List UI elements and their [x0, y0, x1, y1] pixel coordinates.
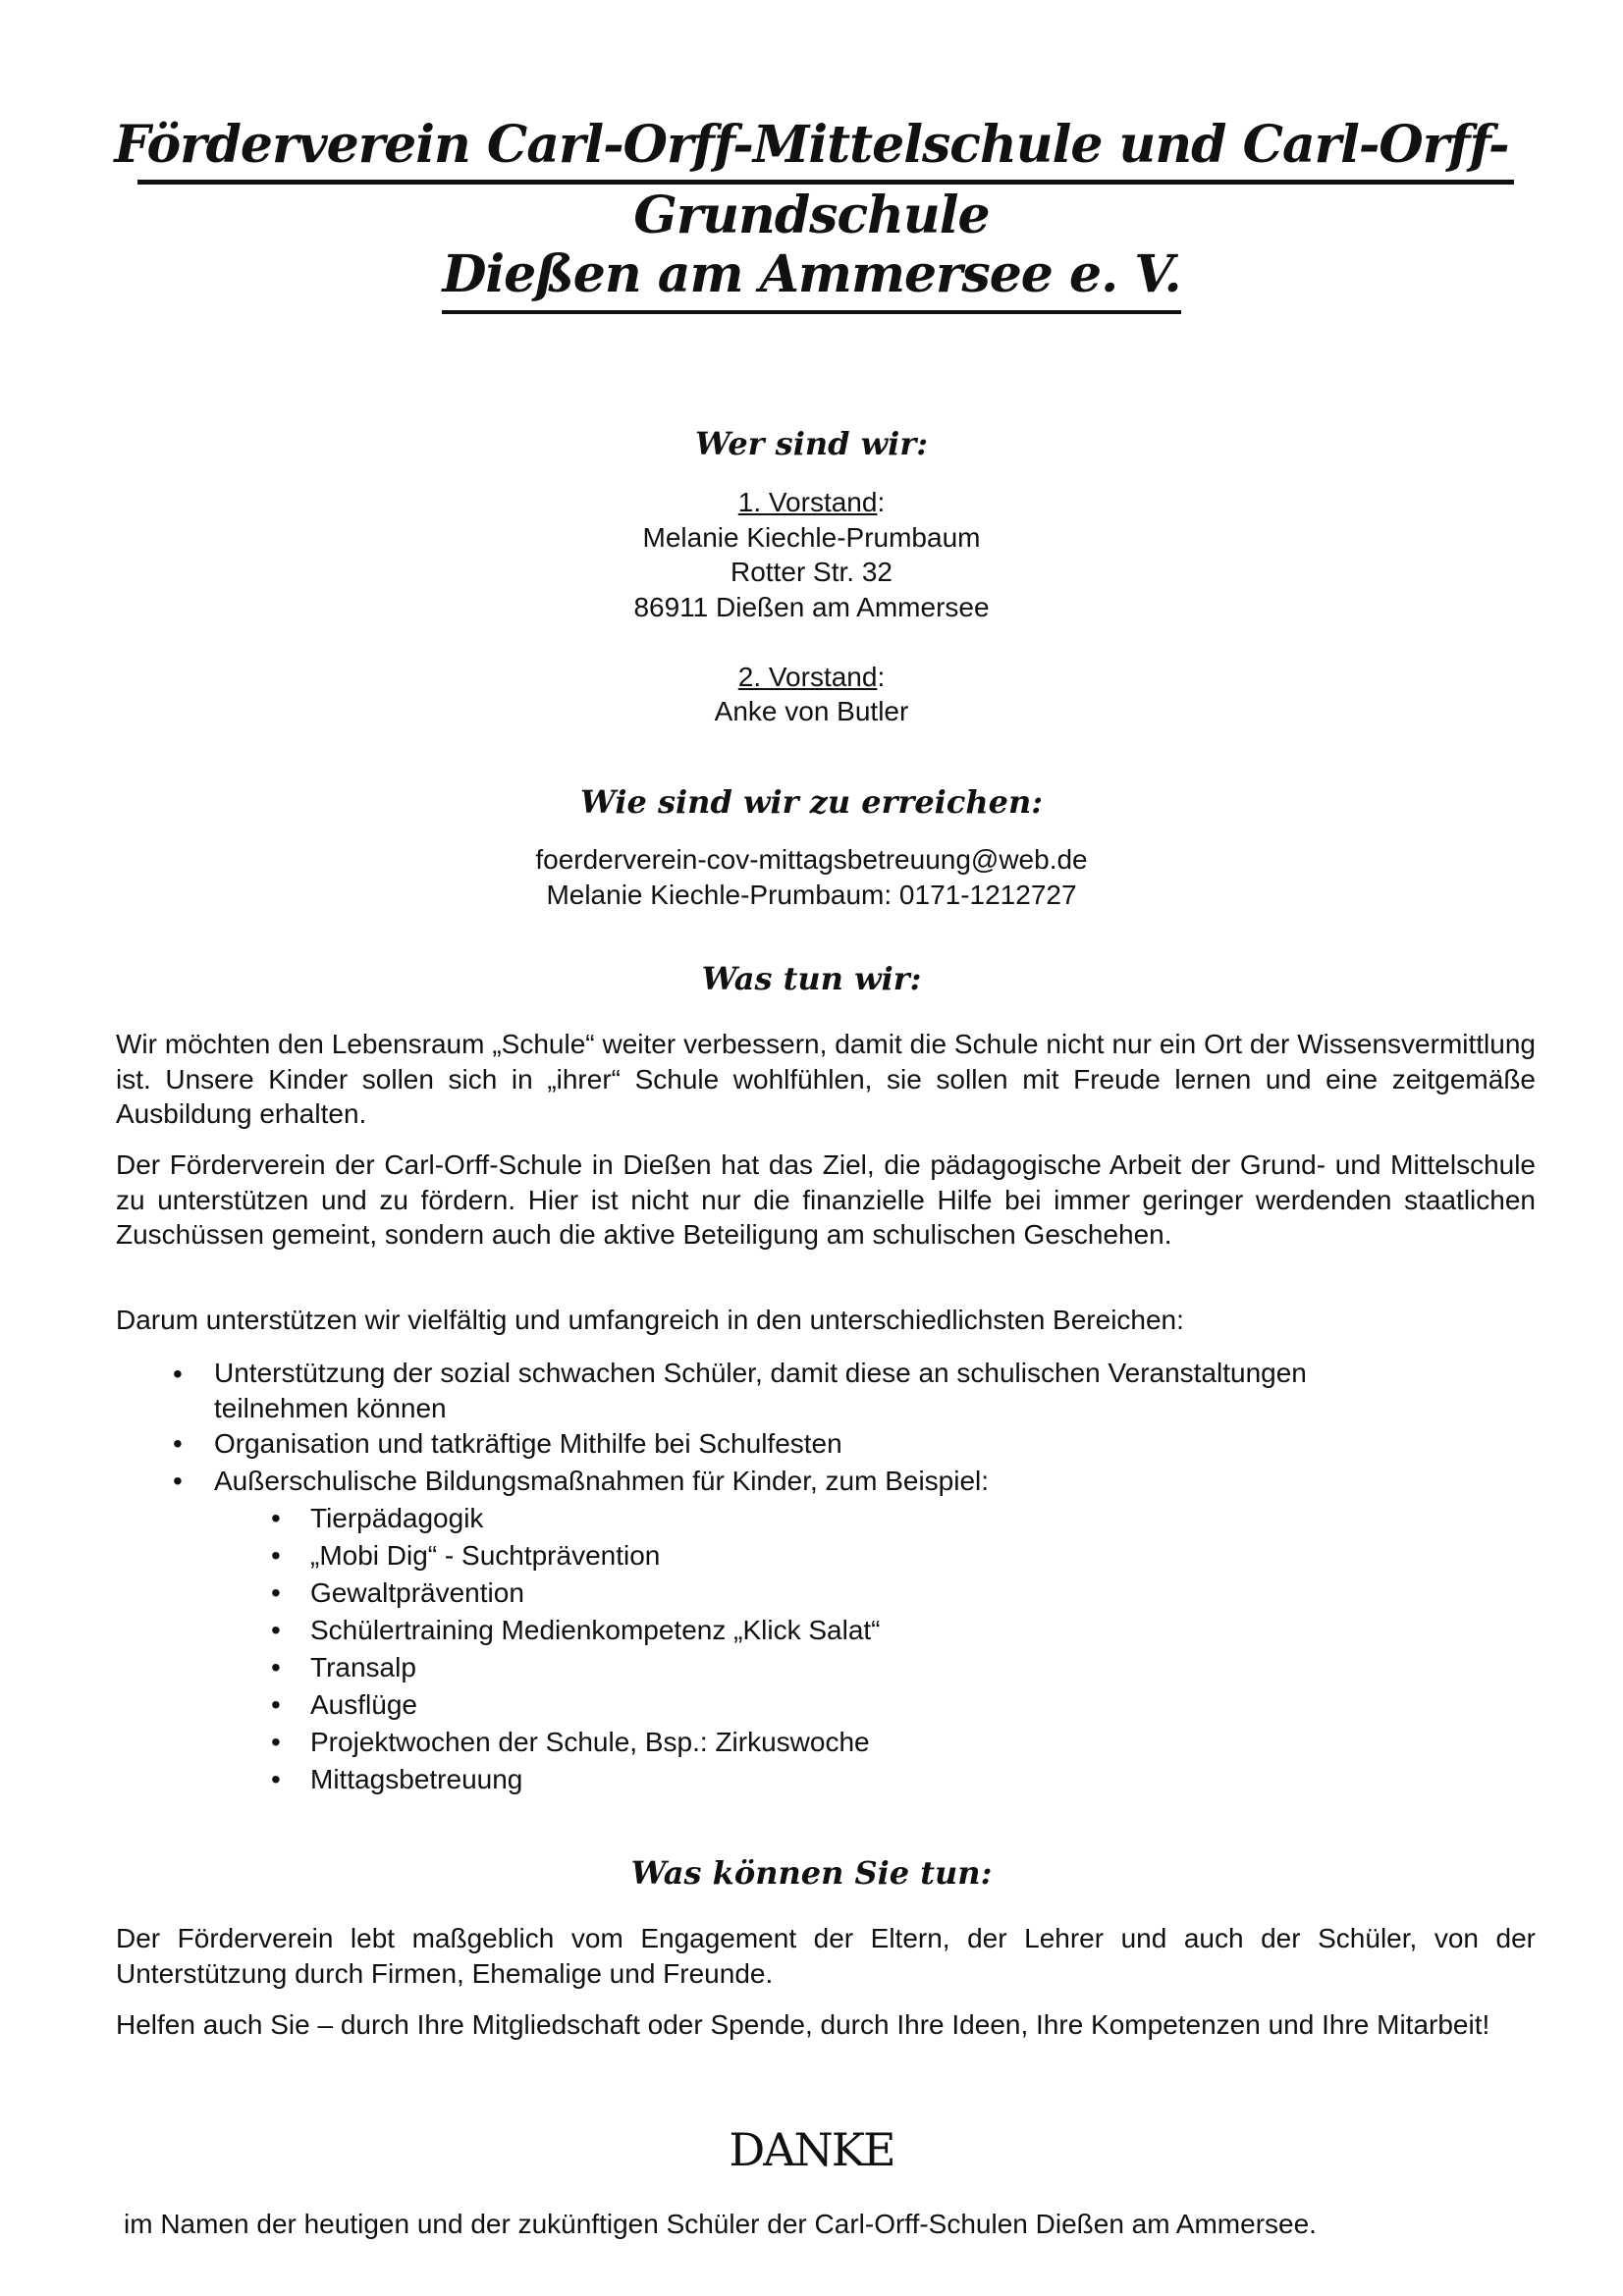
sublist-item: • Schülertraining Medienkompetenz „Klick Salat“ [0, 1612, 1623, 1649]
closing-line: im Namen der heutigen und der zukünftigen Schüler der Carl-Orff-Schulen Dießen am Ammersee. [124, 2209, 1317, 2239]
heading-you: Was können Sie tun: [630, 1854, 993, 1892]
contact-info [0, 842, 1623, 912]
chair2-colon: : [877, 661, 886, 692]
chair2-name: Anke von Butler [714, 696, 909, 726]
paragraph-call-to-action: Helfen auch Sie – durch Ihre Mitgliedschaft oder Spende, durch Ihre Ideen, Ihre Kompetenzen und Ihre Mitarbeit! [116, 2009, 1490, 2040]
bullet: • [173, 1428, 183, 1459]
chair1-heading [0, 485, 1623, 520]
paragraph-engagement: Der Förderverein lebt maßgeblich vom Engagement der Eltern, der Lehrer und auch der Schüler, von der Unterstützung durch Firmen, Ehemalige und Freunde. [116, 1923, 1536, 1989]
chair1-street: Rotter Str. 32 [730, 557, 893, 587]
subtitle-text: Dießen am Ammersee e. V. [442, 244, 1180, 314]
title-underline [137, 180, 1514, 185]
contact-phone: Melanie Kiechle-Prumbaum: 0171-1212727 [546, 879, 1077, 910]
sublist-item: • Tierpädagogik [0, 1500, 1623, 1537]
heading-what: Was tun wir: [701, 960, 922, 997]
sublist-item: • Mittagsbetreuung [0, 1761, 1623, 1798]
bullet: • [271, 1689, 281, 1720]
bullet: • [271, 1540, 281, 1571]
heading-who: Wer sind wir: [694, 425, 928, 462]
support-list [0, 1356, 1623, 1798]
bullet: • [271, 1764, 281, 1794]
contact-email[interactable]: foerderverein-cov-mittagsbetreuung@web.de [535, 844, 1088, 875]
sublist-item: • Gewaltprävention [0, 1575, 1623, 1612]
bullet: • [271, 1615, 281, 1645]
chair1-city: 86911 Dießen am Ammersee [633, 591, 990, 622]
sublist-item: • Projektwochen der Schule, Bsp.: Zirkuswoche [0, 1724, 1623, 1761]
bullet: • [271, 1577, 281, 1608]
bullet: • [173, 1466, 183, 1496]
list-item: • Organisation und tatkräftige Mithilfe bei Schulfesten [0, 1425, 1412, 1463]
document-subtitle [0, 240, 1623, 310]
bullet: • [173, 1359, 183, 1389]
sublist-item: • Transalp [0, 1649, 1623, 1686]
spacer [0, 624, 1623, 660]
bullet: • [271, 1503, 281, 1533]
document-title: Förderverein Carl-Orff-Mittelschule und Carl-Orff-Grundschule [114, 115, 1509, 245]
paragraph-mission: Wir möchten den Lebensraum „Schule“ weiter verbessern, damit die Schule nicht nur ein Ort der Wissensvermittlung ist. Unsere Kinder sollen sich in „ihrer“ Schule wohlfühlen, sie sollen mit Freude lernen und eine zeitgemäße Ausbildung erhalten. [116, 1029, 1536, 1129]
board-info [0, 485, 1623, 729]
paragraph-areas-intro: Darum unterstützen wir vielfältig und umfangreich in den unterschiedlichsten Bereichen: [116, 1305, 1184, 1335]
paragraph-goal: Der Förderverein der Carl-Orff-Schule in Dießen hat das Ziel, die pädagogische Arbeit der Grund- und Mittelschule zu unterstützen und zu fördern. Hier ist nicht nur die finanzielle Hilfe bei immer geringer werdenden staatlichen Zuschüssen gemeint, sondern auch die aktive Beteiligung am schulischen Geschehen. [116, 1149, 1536, 1250]
sublist-item: • Ausflüge [0, 1686, 1623, 1724]
thanks-heading: DANKE [729, 2123, 894, 2176]
chair1-colon: : [877, 487, 886, 517]
chair1-name: Melanie Kiechle-Prumbaum [642, 521, 981, 553]
list-item: • Unterstützung der sozial schwachen Schüler, damit diese an schulischen Veranstaltungen teilnehmen können [173, 1358, 1307, 1423]
chair2-label: 2. Vorstand [737, 661, 878, 692]
heading-contact: Wie sind wir zu erreichen: [579, 783, 1044, 821]
list-item: • Außerschulische Bildungsmaßnahmen für Kinder, zum Beispiel: [0, 1463, 1412, 1500]
chair2-heading [0, 660, 1623, 695]
bullet: • [271, 1727, 281, 1757]
bullet: • [271, 1652, 281, 1682]
chair1-label: 1. Vorstand [737, 487, 878, 517]
sublist-item: • „Mobi Dig“ - Suchtprävention [0, 1537, 1623, 1575]
